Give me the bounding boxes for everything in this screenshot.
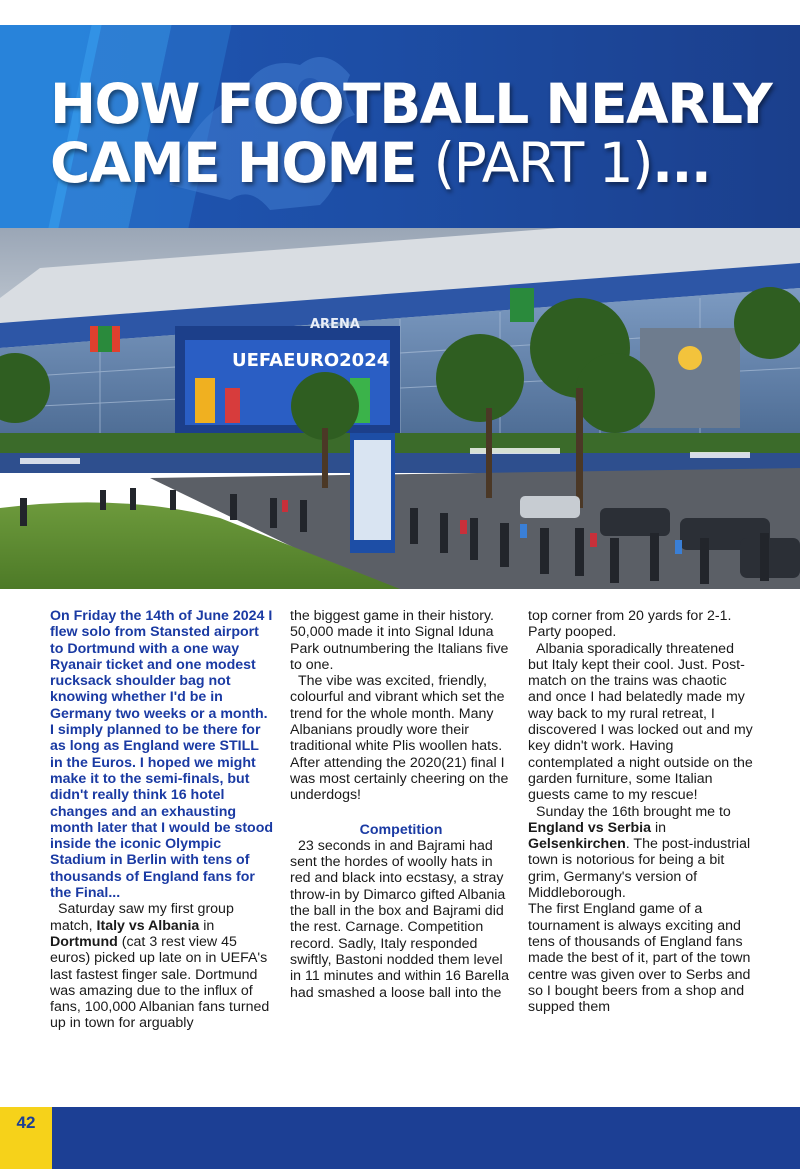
- text-run: . The post-industrial town is notorious for being a bit grim, Germany's version of Middleborough.: [528, 836, 751, 902]
- footer-bar: [0, 1107, 800, 1169]
- article-paragraph: 23 seconds in and Bajrami had sent the hordes of woolly hats in red and black into ecstasy, a stray throw-in by Dimarco gifted Albania the ball in the box and Bajrami did the rest. Carnage. Competition record. Sadly, Italy responded swiftly, Bastoni nodded them level in 11 minutes and within 16 Barella had smashed a loose ball into the: [290, 837, 509, 1001]
- stadium-photo-illustration: [0, 228, 800, 589]
- article-paragraph: [50, 901, 275, 1031]
- city-name: Gelsenkirchen: [528, 836, 626, 853]
- title-line-1: HOW FOOTBALL NEARLY: [50, 72, 772, 136]
- article-paragraph: [528, 804, 753, 902]
- article-column-1: [50, 608, 275, 1032]
- title-ellipsis: ...: [652, 131, 711, 195]
- article-column-3: [528, 608, 753, 1015]
- title-part-label: (PART 1): [433, 131, 653, 195]
- text-run: Saturday saw my first group match,: [50, 901, 234, 934]
- text-run: in: [651, 819, 666, 836]
- city-name: Dortmund: [50, 933, 118, 950]
- text-run: Sunday the 16th brought me to: [536, 803, 731, 820]
- section-heading: Competition: [359, 821, 443, 838]
- stadium-photo: [0, 228, 800, 589]
- article-column-2: [290, 608, 512, 1001]
- title-line-2: CAME HOME: [50, 131, 416, 195]
- page-title: [50, 72, 790, 195]
- article-paragraph: The first England game of a tournament is always exciting and tens of thousands of England fans made the best of it, part of the town centre was given over to Serbs and so I bought beers from a shop and supped them: [528, 901, 751, 1016]
- euro-banner-text: UEFAEURO2024: [232, 350, 390, 371]
- match-name: Italy vs Albania: [96, 917, 200, 934]
- title-banner: [0, 25, 800, 228]
- article-lede: On Friday the 14th of June 2024 I flew solo from Stansted airport to Dortmund with a one way Ryanair ticket and one modest rucksack shoulder bag not knowing whether I'd be in Germany two weeks or a month. I simply planned to be there for as long as England were STILL in the Euros. I hoped we might make it to the semi-finals, but didn't really think 16 hotel changes and an exhausting month later that I would be stood inside the iconic Olympic Stadium in Berlin with tens of thousands of England fans for the Final...: [50, 608, 274, 902]
- stadium-sign: ARENA: [310, 317, 360, 332]
- text-run: (cat 3 rest view 45 euros) picked up late on in UEFA's last fastest finger sale. Dortmund was amazing due to the influx of fans, 100,000 Albanian fans turned up in town for arguably: [50, 933, 270, 1032]
- page-number: 42: [16, 1113, 36, 1132]
- article-paragraph: the biggest game in their history. 50,000 made it into Signal Iduna Park outnumbering the Italians five to one.: [290, 608, 509, 673]
- top-margin: [0, 0, 800, 25]
- text-run: in: [199, 917, 215, 934]
- article-paragraph: top corner from 20 yards for 2-1. Party pooped.: [528, 608, 732, 641]
- match-name: England vs Serbia: [528, 819, 651, 836]
- article-paragraph: Albania sporadically threatened but Italy kept their cool. Just. Post-match on the trains was chaotic and once I had belatedly made my way back to my rural retreat, I discovered I was locked out and my key didn't work. Having contemplated a night outside on the garden furniture, some Italian guests came to my rescue!: [528, 640, 753, 804]
- article-paragraph: The vibe was excited, friendly, colourful and vibrant which set the trend for the whole month. Many Albanians proudly wore their traditional white Plis woollen hats. After attending the 2020(21) final I was most certainly cheering on the underdogs!: [290, 673, 509, 804]
